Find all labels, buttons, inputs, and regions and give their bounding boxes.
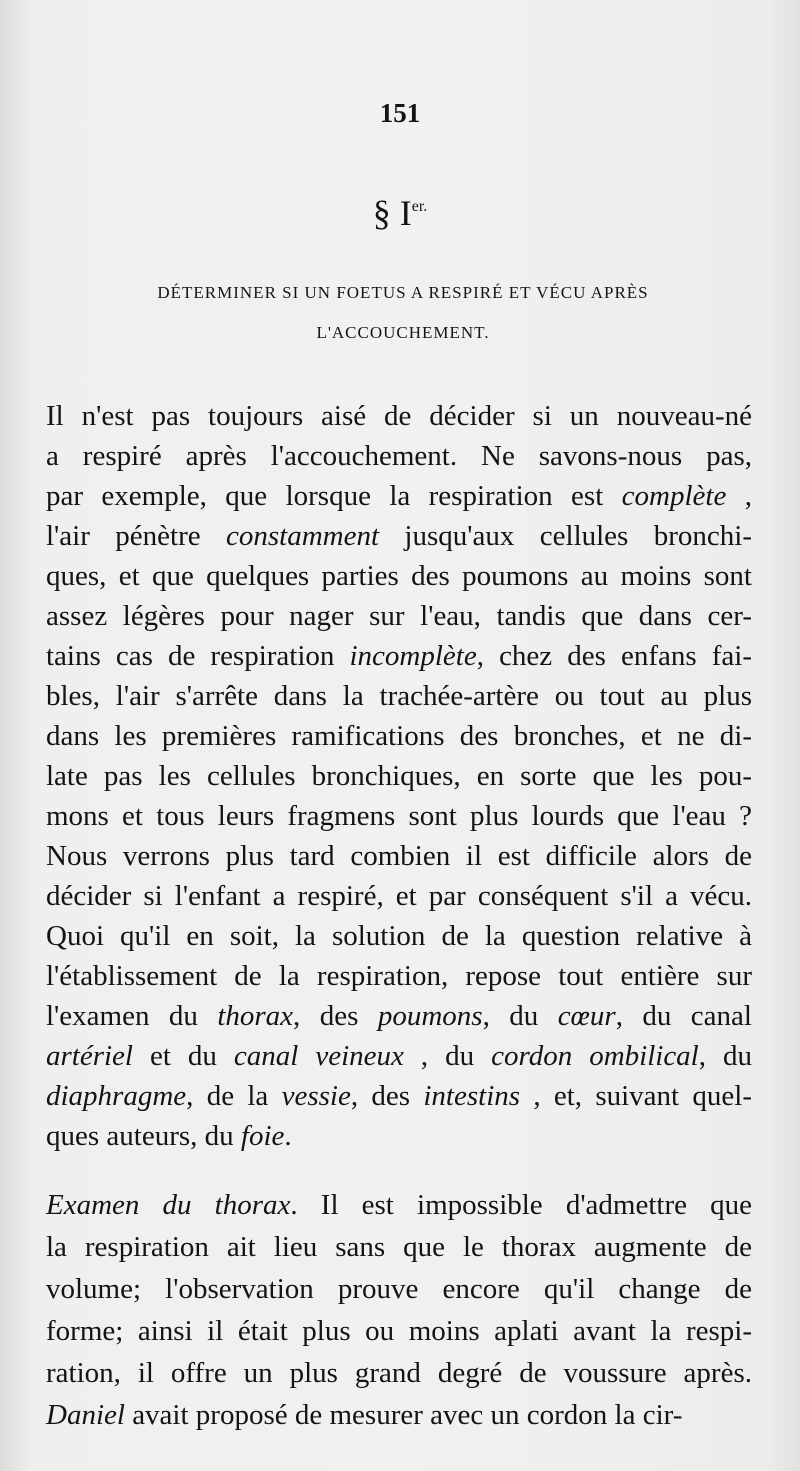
text-segment: ques auteurs, du <box>46 1120 241 1152</box>
text-line <box>46 476 752 516</box>
italic-text: diaphragme <box>46 1080 187 1112</box>
text-segment: la respiration ait lieu sans que le thorax augmente de <box>46 1231 752 1263</box>
text-segment: Quoi qu'il en soit, la solution de la question relative à <box>46 920 752 952</box>
text-line <box>46 396 752 436</box>
text-segment: forme; ainsi il était plus ou moins aplati avant la respi- <box>46 1315 752 1347</box>
text-line <box>46 876 752 916</box>
text-line <box>46 1076 752 1116</box>
text-line <box>46 596 752 636</box>
text-line <box>46 1184 752 1226</box>
text-line <box>46 676 752 716</box>
text-line <box>46 556 752 596</box>
text-line <box>46 716 752 756</box>
text-segment: l'établissement de la respiration, repose tout entière sur <box>46 960 752 992</box>
text-segment: Il n'est pas toujours aisé de décider si un nouveau-né <box>46 400 752 432</box>
italic-text: artériel <box>46 1040 133 1072</box>
italic-text: complète <box>621 480 727 512</box>
text-segment: . <box>284 1120 292 1152</box>
paragraph-1 <box>46 396 752 1156</box>
text-segment: dans les premières ramifications des bronches, et ne di- <box>46 720 752 752</box>
text-segment: avait proposé de mesurer avec un cordon la cir- <box>124 1399 683 1431</box>
text-line <box>46 636 752 676</box>
italic-text: Examen du thorax <box>46 1189 291 1221</box>
chapter-heading-line-1: DÉTERMINER SI UN FOETUS A RESPIRÉ ET VÉCU APRÈS <box>157 283 649 302</box>
text-line <box>46 1226 752 1268</box>
text-segment: . Il est impossible d'admettre que <box>290 1189 752 1221</box>
text-segment: , des <box>293 1000 378 1032</box>
text-segment: , du canal <box>615 1000 752 1032</box>
text-segment: mons et tous leurs fragmens sont plus lourds que l'eau ? <box>46 800 752 832</box>
text-line <box>46 956 752 996</box>
text-line <box>46 756 752 796</box>
text-segment: , chez des enfans fai- <box>476 640 752 672</box>
text-line <box>46 1310 752 1352</box>
italic-text: vessie <box>281 1080 351 1112</box>
text-segment: , <box>726 480 752 512</box>
italic-text: incomplète <box>349 640 477 672</box>
text-segment: , des <box>350 1080 424 1112</box>
text-line <box>46 836 752 876</box>
italic-text: Daniel <box>46 1399 125 1431</box>
italic-text: canal veineux <box>233 1040 404 1072</box>
text-line <box>46 1394 752 1436</box>
text-segment: ration, il offre un plus grand degré de voussure après. <box>46 1357 752 1389</box>
text-segment: tains cas de respiration <box>46 640 350 672</box>
text-segment: , de la <box>186 1080 282 1112</box>
text-line <box>46 1116 752 1156</box>
text-line <box>46 1352 752 1394</box>
italic-text: thorax <box>217 1000 294 1032</box>
paragraph-2 <box>46 1184 752 1436</box>
text-segment: assez légères pour nager sur l'eau, tandis que dans cer- <box>46 600 752 632</box>
chapter-heading-line-2: L'ACCOUCHEMENT. <box>316 323 490 342</box>
text-segment: jusqu'aux cellules bronchi- <box>379 520 752 552</box>
italic-text: foie <box>240 1120 285 1152</box>
italic-text: cœur <box>557 1000 616 1032</box>
text-line <box>46 436 752 476</box>
text-segment: volume; l'observation prouve encore qu'il change de <box>46 1273 752 1305</box>
page-number: 151 <box>379 98 421 128</box>
italic-text: constamment <box>226 520 380 552</box>
text-segment: a respiré après l'accouchement. Ne savons-nous pas, <box>46 440 752 472</box>
text-segment: Nous verrons plus tard combien il est difficile alors de <box>46 840 752 872</box>
text-line <box>46 996 752 1036</box>
text-segment: , du <box>403 1040 492 1072</box>
text-segment: ques, et que quelques parties des poumons au moins sont <box>46 560 752 592</box>
text-line <box>46 916 752 956</box>
italic-text: poumons <box>377 1000 483 1032</box>
text-segment: l'air pénètre <box>46 520 226 552</box>
text-segment: , du <box>482 1000 558 1032</box>
text-segment: décider si l'enfant a respiré, et par conséquent s'il a vécu. <box>46 880 752 912</box>
section-superscript: er. <box>411 198 428 215</box>
text-line <box>46 1036 752 1076</box>
section-mark-text: § I <box>372 193 412 233</box>
text-segment: , et, suivant quel- <box>520 1080 752 1112</box>
text-segment: bles, l'air s'arrête dans la trachée-artère ou tout au plus <box>46 680 752 712</box>
text-segment: , du <box>698 1040 752 1072</box>
text-line <box>46 796 752 836</box>
italic-text: intestins <box>423 1080 521 1112</box>
text-line <box>46 1268 752 1310</box>
italic-text: cordon ombilical <box>491 1040 699 1072</box>
text-line <box>46 516 752 556</box>
text-segment: late pas les cellules bronchiques, en sorte que les pou- <box>46 760 752 792</box>
text-segment: par exemple, que lorsque la respiration est <box>46 480 622 512</box>
text-segment: l'examen du <box>46 1000 218 1032</box>
text-segment: et du <box>133 1040 234 1072</box>
section-heading <box>0 192 800 234</box>
